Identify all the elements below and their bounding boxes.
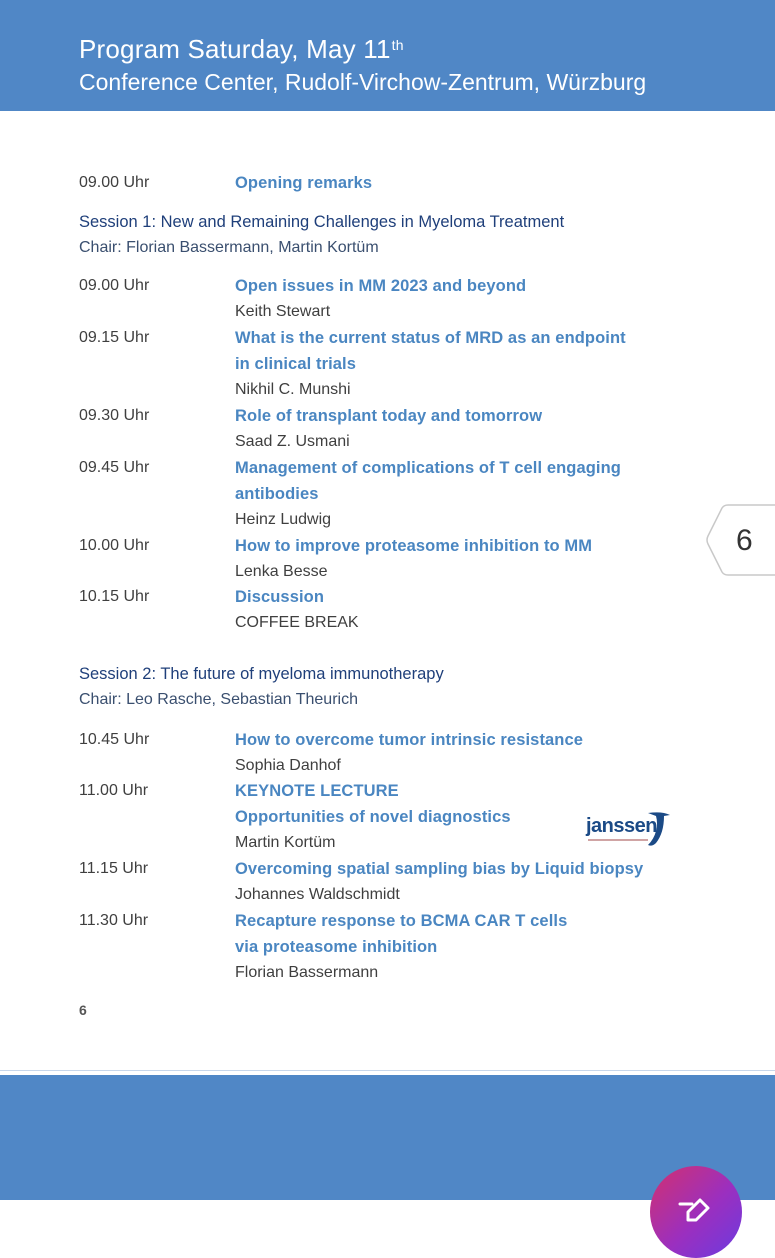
talk-speaker: Florian Bassermann	[235, 964, 379, 981]
session-2-chair: Chair: Leo Rasche, Sebastian Theurich	[79, 691, 358, 708]
page-tab[interactable]	[706, 504, 775, 576]
talk-time: 11.30 Uhr	[79, 912, 149, 929]
talk-speaker: Saad Z. Usmani	[235, 433, 350, 450]
talk-time: 09.00 Uhr	[79, 174, 150, 191]
talk-title: Opportunities of novel diagnostics	[235, 808, 511, 826]
talk-title: Management of complications of T cell engaging	[235, 459, 621, 477]
sponsor-name: janssen	[586, 815, 657, 837]
talk-time: 09.45 Uhr	[79, 459, 150, 476]
talk-time: 10.15 Uhr	[79, 588, 150, 605]
talk-speaker: Lenka Besse	[235, 563, 328, 580]
floating-action-button[interactable]	[650, 1166, 742, 1258]
talk-speaker: Heinz Ludwig	[235, 511, 332, 528]
talk-title: Opening remarks	[235, 174, 373, 192]
janssen-j-icon	[644, 809, 672, 849]
talk-speaker: Sophia Danhof	[235, 757, 341, 774]
talk-time: 11.00 Uhr	[79, 782, 149, 799]
talk-time: 09.30 Uhr	[79, 407, 150, 424]
talk-time: 10.45 Uhr	[79, 731, 150, 748]
title-superscript: th	[391, 37, 404, 53]
session-1-title: Session 1: New and Remaining Challenges in Myeloma Treatment	[79, 213, 565, 231]
talk-time: 11.15 Uhr	[79, 860, 149, 877]
talk-speaker: Johannes Waldschmidt	[235, 886, 400, 903]
talk-time: 09.15 Uhr	[79, 329, 150, 346]
talk-speaker: Martin Kortüm	[235, 834, 336, 851]
talk-title: Open issues in MM 2023 and beyond	[235, 277, 527, 295]
page-number: 6	[79, 1002, 87, 1018]
compose-icon	[674, 1196, 714, 1226]
talk-title: How to overcome tumor intrinsic resistance	[235, 731, 584, 749]
talk-title-continued: in clinical trials	[235, 355, 357, 373]
tab-page-number: 6	[736, 524, 753, 557]
program-title: Program Saturday, May 11th	[79, 34, 404, 64]
talk-title: Recapture response to BCMA CAR T cells	[235, 912, 568, 930]
coffee-break-label: COFFEE BREAK	[235, 614, 359, 631]
logo-tagline-line	[588, 839, 648, 841]
talk-title-continued: via proteasome inhibition	[235, 938, 438, 956]
talk-title-continued: antibodies	[235, 485, 319, 503]
program-venue: Conference Center, Rudolf-Virchow-Zentrum, Würzburg	[79, 69, 647, 95]
talk-time: 09.00 Uhr	[79, 277, 150, 294]
session-1-chair: Chair: Florian Bassermann, Martin Kortüm	[79, 239, 379, 256]
page-header	[0, 0, 775, 111]
talk-speaker: Keith Stewart	[235, 303, 331, 320]
talk-title: How to improve proteasome inhibition to MM	[235, 537, 593, 555]
session-2-title: Session 2: The future of myeloma immunotherapy	[79, 665, 444, 683]
talk-title: Overcoming spatial sampling bias by Liquid biopsy	[235, 860, 644, 878]
talk-speaker: Nikhil C. Munshi	[235, 381, 351, 398]
page-footer	[0, 1075, 775, 1200]
talk-title: Role of transplant today and tomorrow	[235, 407, 543, 425]
talk-time: 10.00 Uhr	[79, 537, 150, 554]
janssen-logo	[584, 809, 676, 849]
talk-title: What is the current status of MRD as an endpoint	[235, 329, 626, 347]
keynote-label: KEYNOTE LECTURE	[235, 782, 399, 800]
footer-divider	[0, 1070, 775, 1071]
talk-title: Discussion	[235, 588, 325, 606]
